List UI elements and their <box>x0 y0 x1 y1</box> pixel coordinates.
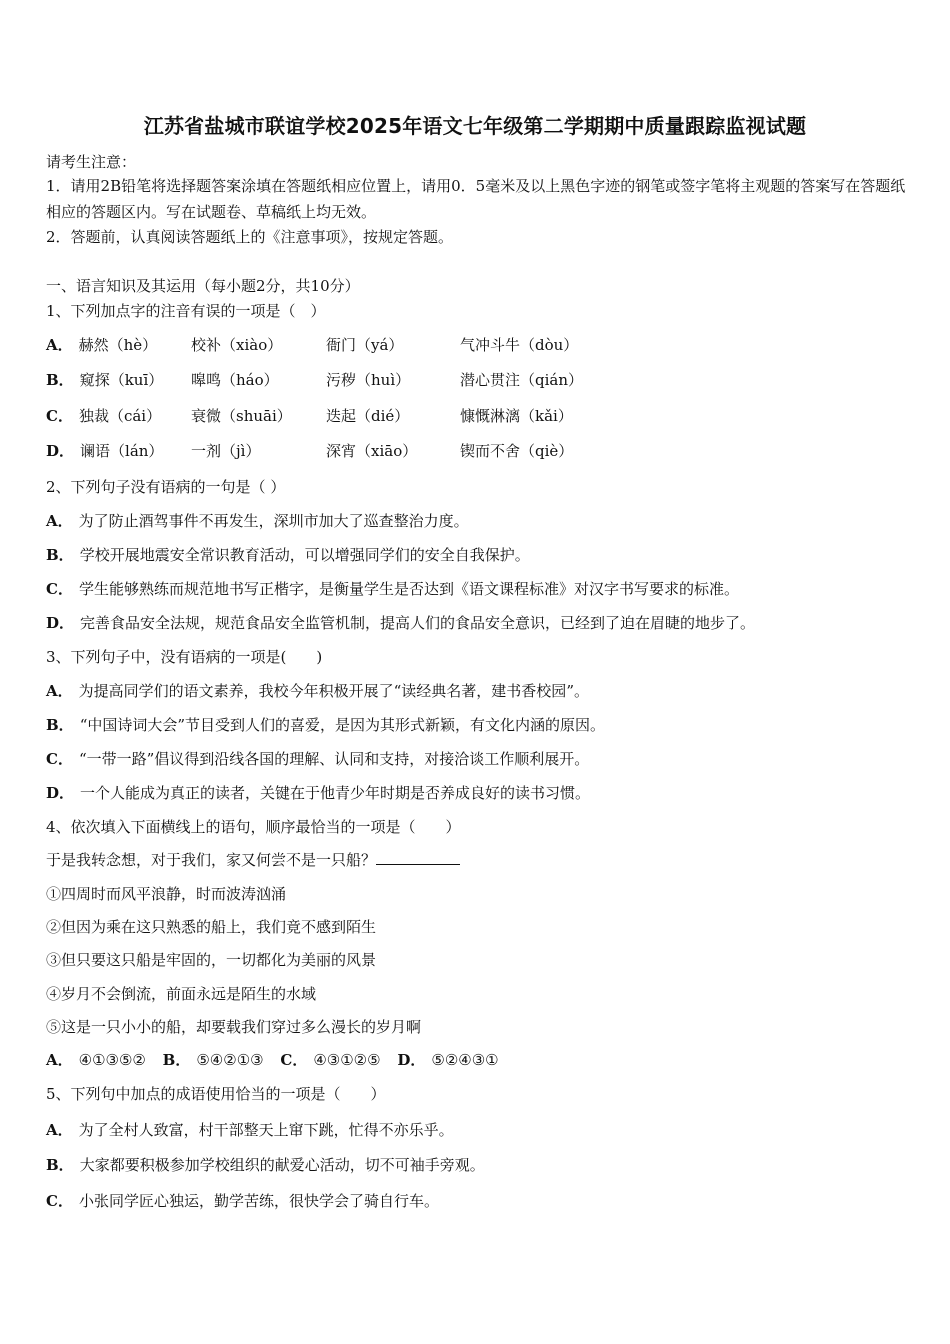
question-5-stem: 5、下列句中加点的成语使用恰当的一项是（ ） <box>46 1085 386 1103</box>
q4-item-4: ④岁月不会倒流，前面永远是陌生的水域 <box>46 985 317 1003</box>
q3-option-b <box>46 715 605 735</box>
option-word: 衙门（yá） <box>326 336 404 354</box>
question-2-stem: 2、下列句子没有语病的一句是（ ） <box>46 478 286 496</box>
q3-option-c <box>46 749 589 769</box>
option-label: B． <box>46 1156 74 1174</box>
q2-option-b <box>46 545 530 565</box>
option-word: 深宵（xiāo） <box>326 442 418 460</box>
q4-item-1: ①四周时而风平浪静，时而波涛汹涌 <box>46 885 287 903</box>
section-heading: 一、语言知识及其运用（每小题2分，共10分） <box>46 277 360 295</box>
option-word: 窥探（kuī） <box>79 371 164 389</box>
q2-option-c <box>46 579 739 599</box>
option-text: ④①③⑤② <box>78 1051 146 1069</box>
q4-item-5: ⑤这是一只小小的船，却要载我们穿过多么漫长的岁月啊 <box>46 1018 422 1036</box>
q5-option-b <box>46 1155 485 1175</box>
option-label: C． <box>46 407 73 425</box>
option-label: B． <box>46 546 74 564</box>
option-text: “中国诗词大会”节目受到人们的喜爱，是因为其形式新颖，有文化内涵的原因。 <box>79 716 606 734</box>
option-text: “一带一路”倡议得到沿线各国的理解、认同和支持，对接洽谈工作顺利展开。 <box>78 750 590 768</box>
q5-option-c <box>46 1191 439 1211</box>
option-word: 气冲斗牛（dòu） <box>460 336 579 354</box>
option-word: 一剂（jì） <box>191 442 261 460</box>
question-1-stem: 1、下列加点字的注音有误的一项是（ ） <box>46 302 326 320</box>
option-label: C． <box>280 1051 308 1069</box>
answer-blank <box>376 850 460 865</box>
option-text: 为了全村人致富，村干部整天上窜下跳，忙得不亦乐乎。 <box>78 1121 454 1139</box>
option-label: B． <box>46 716 74 734</box>
option-word: 锲而不舍（qiè） <box>460 442 574 460</box>
option-text: 完善食品安全法规，规范食品安全监管机制，提高人们的食品安全意识，已经到了迫在眉睫的地步了。 <box>80 614 756 632</box>
question-4-stem: 4、依次填入下面横线上的语句，顺序最恰当的一项是（ ） <box>46 818 461 836</box>
option-label: D． <box>46 784 75 802</box>
option-label: A． <box>46 1121 73 1139</box>
option-label: B． <box>162 1051 191 1069</box>
page-title: 江苏省盐城市联谊学校2025年语文七年级第二学期期中质量跟踪监视试题 <box>143 114 807 138</box>
option-word: 污秽（huì） <box>326 371 411 389</box>
q1-option-d <box>46 441 163 461</box>
q5-option-a <box>46 1120 454 1140</box>
option-text: 一个人能成为真正的读者，关键在于他青少年时期是否养成良好的读书习惯。 <box>80 784 591 802</box>
q3-option-d <box>46 783 590 803</box>
option-text: 为提高同学们的语文素养，我校今年积极开展了“读经典名著，建书香校园”。 <box>78 682 589 700</box>
option-text: ⑤④②①③ <box>196 1051 264 1069</box>
option-label: A． <box>46 1051 73 1069</box>
option-word: 独裁（cái） <box>78 407 162 425</box>
question-3-stem: 3、下列句子中，没有语病的一项是( ) <box>46 648 323 666</box>
q4-options <box>46 1050 499 1070</box>
option-label: C． <box>46 1192 73 1210</box>
option-word: 嗥鸣（háo） <box>191 371 279 389</box>
q2-option-a <box>46 511 469 531</box>
option-label: A． <box>46 512 73 530</box>
q4-item-3: ③但只要这只船是牢固的，一切都化为美丽的风景 <box>46 951 377 969</box>
option-word: 衰微（shuāi） <box>191 407 292 425</box>
option-text: 小张同学匠心独运，勤学苦练，很快学会了骑自行车。 <box>78 1192 439 1210</box>
option-text: 大家都要积极参加学校组织的献爱心活动，切不可袖手旁观。 <box>79 1156 485 1174</box>
option-text: 为了防止酒驾事件不再发生，深圳市加大了巡查整治力度。 <box>78 512 469 530</box>
option-label: D． <box>397 1051 426 1069</box>
option-word: 校补（xiào） <box>191 336 283 354</box>
option-word: 迭起（dié） <box>326 407 410 425</box>
q4-item-2: ②但因为乘在这只熟悉的船上，我们竟不感到陌生 <box>46 918 377 936</box>
option-text: 学生能够熟练而规范地书写正楷字，是衡量学生是否达到《语文课程标准》对汉字书写要求的标准。 <box>78 580 739 598</box>
option-label: D． <box>46 442 75 460</box>
option-text: 学校开展地震安全常识教育活动，可以增强同学们的安全自我保护。 <box>79 546 530 564</box>
option-word: 谰语（lán） <box>80 442 164 460</box>
q1-option-b <box>46 370 163 390</box>
q1-option-c <box>46 406 161 426</box>
q4-lead <box>46 850 460 870</box>
q3-option-a <box>46 681 589 701</box>
option-text: ④③①②⑤ <box>313 1051 381 1069</box>
notice-item-2: 2．答题前，认真阅读答题纸上的《注意事项》，按规定答题。 <box>46 228 454 246</box>
option-text: ⑤②④③① <box>431 1051 499 1069</box>
notice-item-1: 1．请用2B铅笔将选择题答案涂填在答题纸相应位置上，请用0．5毫米及以上黑色字迹的钢笔或签字笔将主观题的答案写在答题纸相应的答题区内。写在试题卷、草稿纸上均无效。 <box>46 177 906 221</box>
option-word: 潜心贯注（qián） <box>460 371 584 389</box>
option-label: B． <box>46 371 74 389</box>
option-label: A． <box>46 682 73 700</box>
q1-option-a <box>46 335 157 355</box>
option-label: C． <box>46 750 73 768</box>
option-label: C． <box>46 580 73 598</box>
option-word: 赫然（hè） <box>78 336 158 354</box>
q2-option-d <box>46 613 755 633</box>
option-label: D． <box>46 614 75 632</box>
lead-text: 于是我转念想，对于我们，家又何尝不是一只船？ <box>46 851 377 869</box>
option-word: 慷慨淋漓（kǎi） <box>460 407 573 425</box>
notice-heading: 请考生注意： <box>46 153 137 171</box>
option-label: A． <box>46 336 73 354</box>
